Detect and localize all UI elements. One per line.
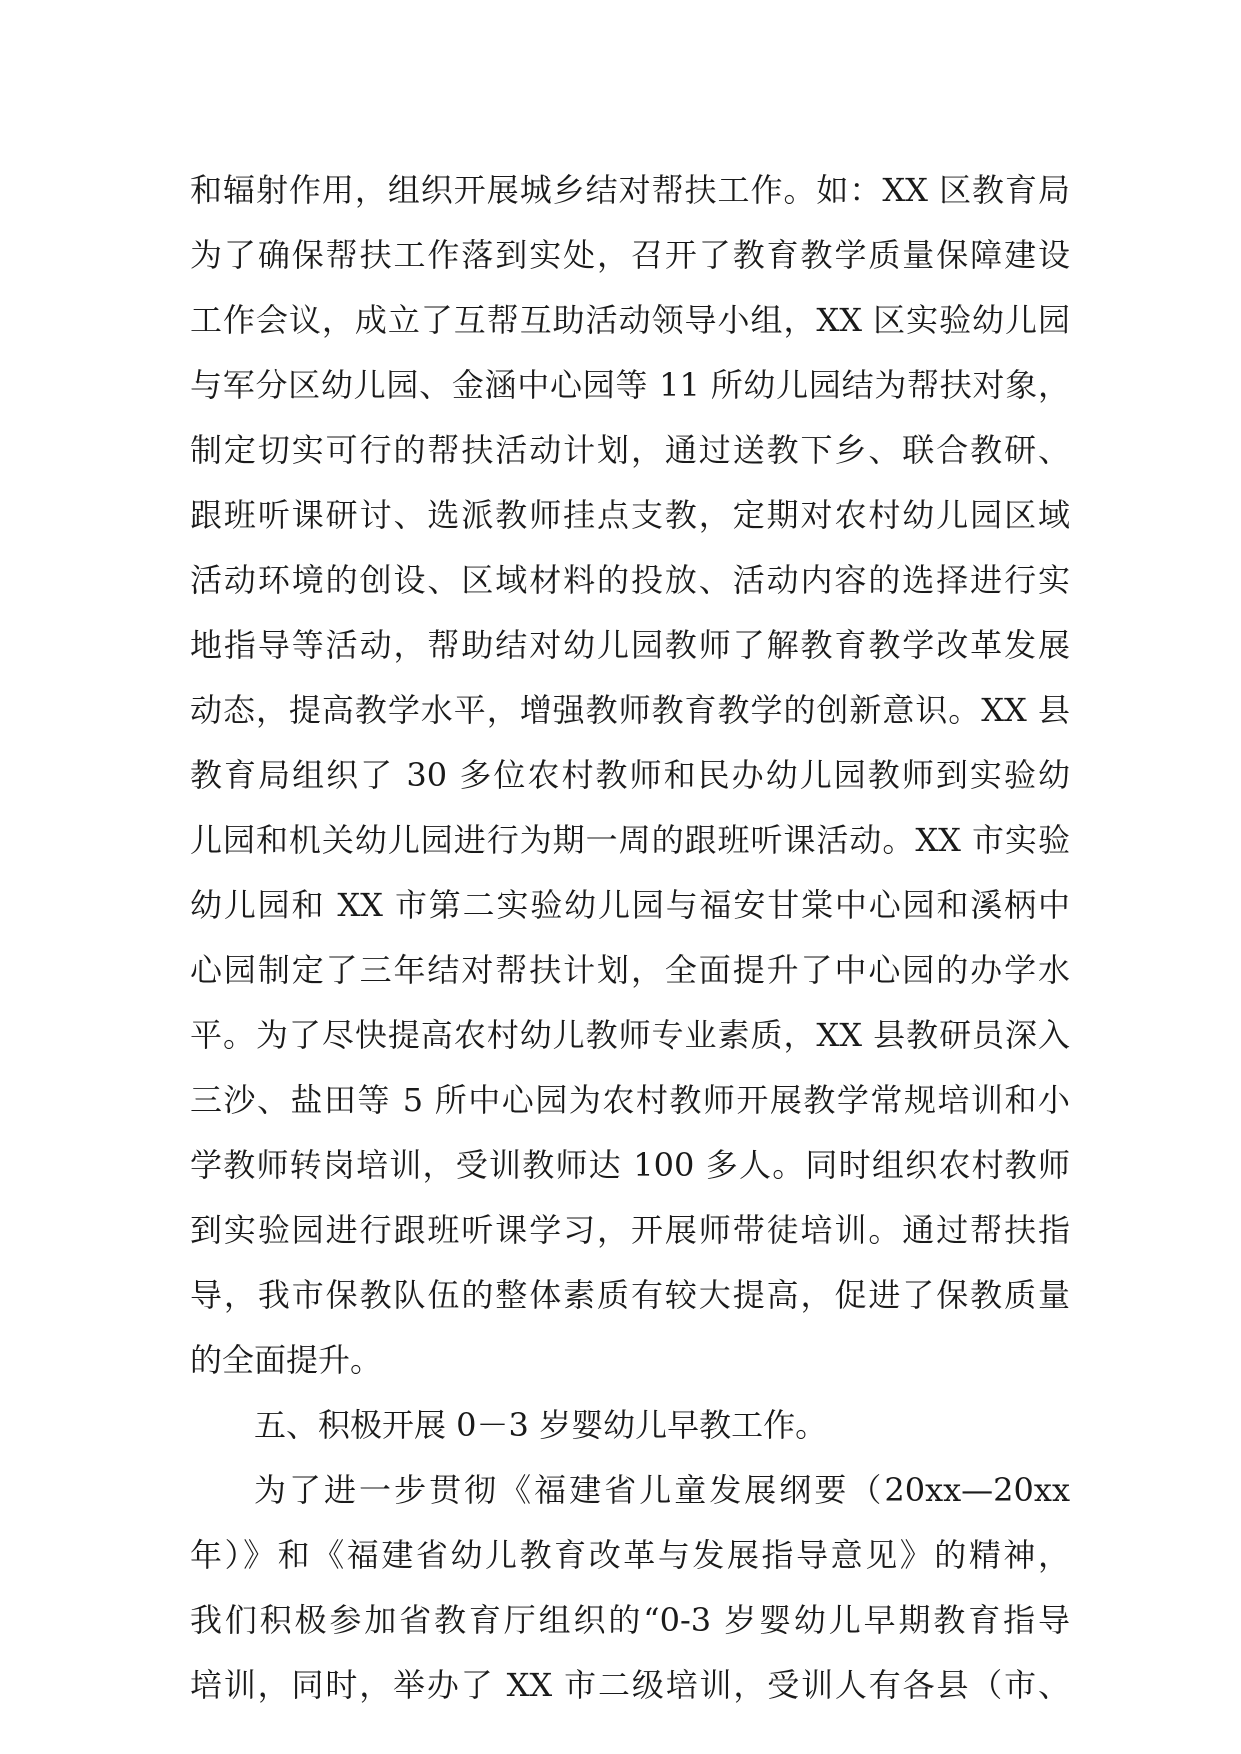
section-heading: 五、积极开展 0－3 岁婴幼儿早教工作。	[254, 1406, 828, 1444]
text-line: 为了确保帮扶工作落到实处，召开了教育教学质量保障建设	[190, 236, 1070, 274]
text-line: 心园制定了三年结对帮扶计划，全面提升了中心园的办学水	[190, 951, 1070, 989]
text-line: 教育局组织了 30 多位农村教师和民办幼儿园教师到实验幼	[190, 756, 1070, 794]
text-line: 地指导等活动，帮助结对幼儿园教师了解教育教学改革发展	[190, 626, 1070, 664]
text-line: 制定切实可行的帮扶活动计划，通过送教下乡、联合教研、	[190, 431, 1070, 469]
text-line: 到实验园进行跟班听课学习，开展师带徒培训。通过帮扶指	[190, 1211, 1070, 1249]
text-line: 导，我市保教队伍的整体素质有较大提高，促进了保教质量	[190, 1276, 1070, 1314]
text-line: 培训，同时，举办了 XX 市二级培训，受训人有各县（市、	[190, 1666, 1070, 1704]
text-line: 学教师转岗培训，受训教师达 100 多人。同时组织农村教师	[190, 1146, 1070, 1184]
text-line: 幼儿园和 XX 市第二实验幼儿园与福安甘棠中心园和溪柄中	[190, 886, 1070, 924]
text-line: 的全面提升。	[190, 1341, 383, 1379]
text-line: 年）》和《福建省幼儿教育改革与发展指导意见》的精神，	[190, 1536, 1070, 1574]
text-line: 动态，提高教学水平，增强教师教育教学的创新意识。XX 县	[190, 691, 1070, 729]
text-line: 为了进一步贯彻《福建省儿童发展纲要（20xx—20xx	[254, 1471, 1070, 1509]
text-line: 儿园和机关幼儿园进行为期一周的跟班听课活动。XX 市实验	[190, 821, 1070, 859]
text-line: 跟班听课研讨、选派教师挂点支教，定期对农村幼儿园区域	[190, 496, 1070, 534]
body-text	[190, 158, 1070, 1718]
text-line: 和辐射作用，组织开展城乡结对帮扶工作。如：XX 区教育局	[190, 171, 1070, 209]
text-line: 三沙、盐田等 5 所中心园为农村教师开展教学常规培训和小	[190, 1081, 1070, 1119]
text-line: 工作会议，成立了互帮互助活动领导小组，XX 区实验幼儿园	[190, 301, 1070, 339]
text-line: 我们积极参加省教育厅组织的“0-3 岁婴幼儿早期教育指导	[190, 1601, 1070, 1639]
text-line: 活动环境的创设、区域材料的投放、活动内容的选择进行实	[190, 561, 1070, 599]
text-line: 平。为了尽快提高农村幼儿教师专业素质，XX 县教研员深入	[190, 1016, 1070, 1054]
text-line: 与军分区幼儿园、金涵中心园等 11 所幼儿园结为帮扶对象，	[190, 366, 1070, 404]
